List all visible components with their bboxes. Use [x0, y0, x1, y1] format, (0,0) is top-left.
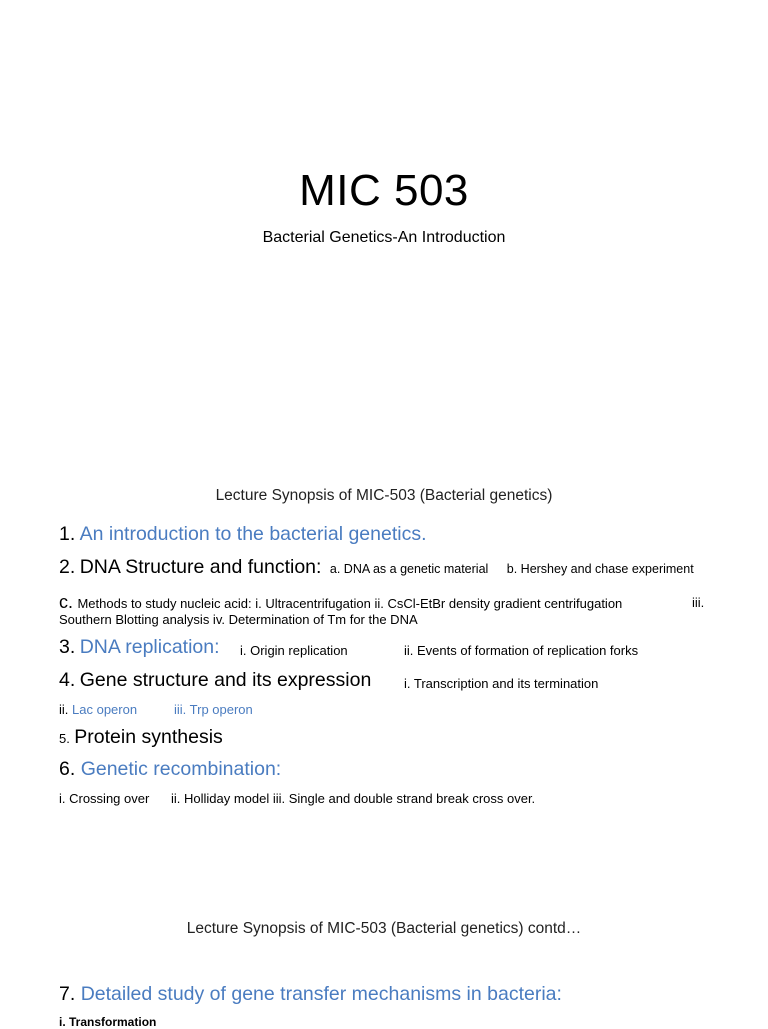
item-c-line1-end: iii. [692, 595, 705, 610]
item-c-letter: c. [59, 592, 74, 612]
item-1 [59, 523, 427, 546]
item-3-sub-i: i. Origin replication [240, 643, 348, 658]
item-2-number: 2. [59, 556, 76, 578]
item-3-sub-ii: ii. Events of formation of replication forks [404, 643, 639, 658]
item-7 [59, 983, 562, 1006]
item-7-text: Detailed study of gene transfer mechanisms in bacteria: [80, 983, 562, 1005]
item-c-line2: Southern Blotting analysis iv. Determination of Tm for the DNA [59, 612, 418, 627]
item-3-text: DNA replication: [79, 636, 220, 658]
item-4-sub-ii: Lac operon [72, 702, 138, 717]
item-6-subs: i. Crossing over ii. Holliday model iii. Single and double strand break cross over. [59, 791, 536, 806]
item-4-number: 4. [59, 669, 76, 691]
slide-subtitle: Bacterial Genetics-An Introduction [262, 229, 506, 246]
item-6-text: Genetic recombination: [80, 758, 282, 780]
item-4-text: Gene structure and its expression [79, 669, 372, 691]
item-4-sub-iii: iii. Trp operon [174, 702, 253, 717]
item-5 [59, 726, 223, 749]
item-c-text: Methods to study nucleic acid: i. Ultracentrifugation ii. CsCl-EtBr density gradient centrifugation [77, 596, 623, 611]
item-2-text: DNA Structure and function: [79, 556, 322, 578]
item-6 [59, 758, 281, 781]
item-3-number: 3. [59, 636, 76, 658]
item-5-text: Protein synthesis [74, 726, 223, 748]
item-4-sub-i: i. Transcription and its termination [404, 676, 599, 691]
item-4-sub-ii-prefix: ii. [59, 702, 69, 717]
slide-title: MIC 503 [299, 166, 469, 215]
synopsis-heading: Lecture Synopsis of MIC-503 (Bacterial genetics) [215, 487, 553, 504]
item-7-number: 7. [59, 983, 76, 1005]
item-1-text: An introduction to the bacterial genetics. [79, 523, 427, 545]
synopsis-heading-contd: Lecture Synopsis of MIC-503 (Bacterial genetics) contd… [186, 920, 582, 937]
item-2 [59, 556, 694, 579]
item-7-sub-i: i. Transformation [59, 1015, 157, 1029]
item-5-number: 5. [59, 731, 70, 746]
item-6-number: 6. [59, 758, 76, 780]
item-2-sub-a: a. DNA as a genetic material [329, 562, 489, 576]
item-1-number: 1. [59, 523, 76, 545]
item-2-sub-b: b. Hershey and chase experiment [506, 562, 694, 576]
item-4-sub-ii-line [59, 702, 137, 717]
item-3 [59, 636, 220, 659]
item-4 [59, 669, 371, 692]
item-c-line1 [59, 592, 622, 613]
